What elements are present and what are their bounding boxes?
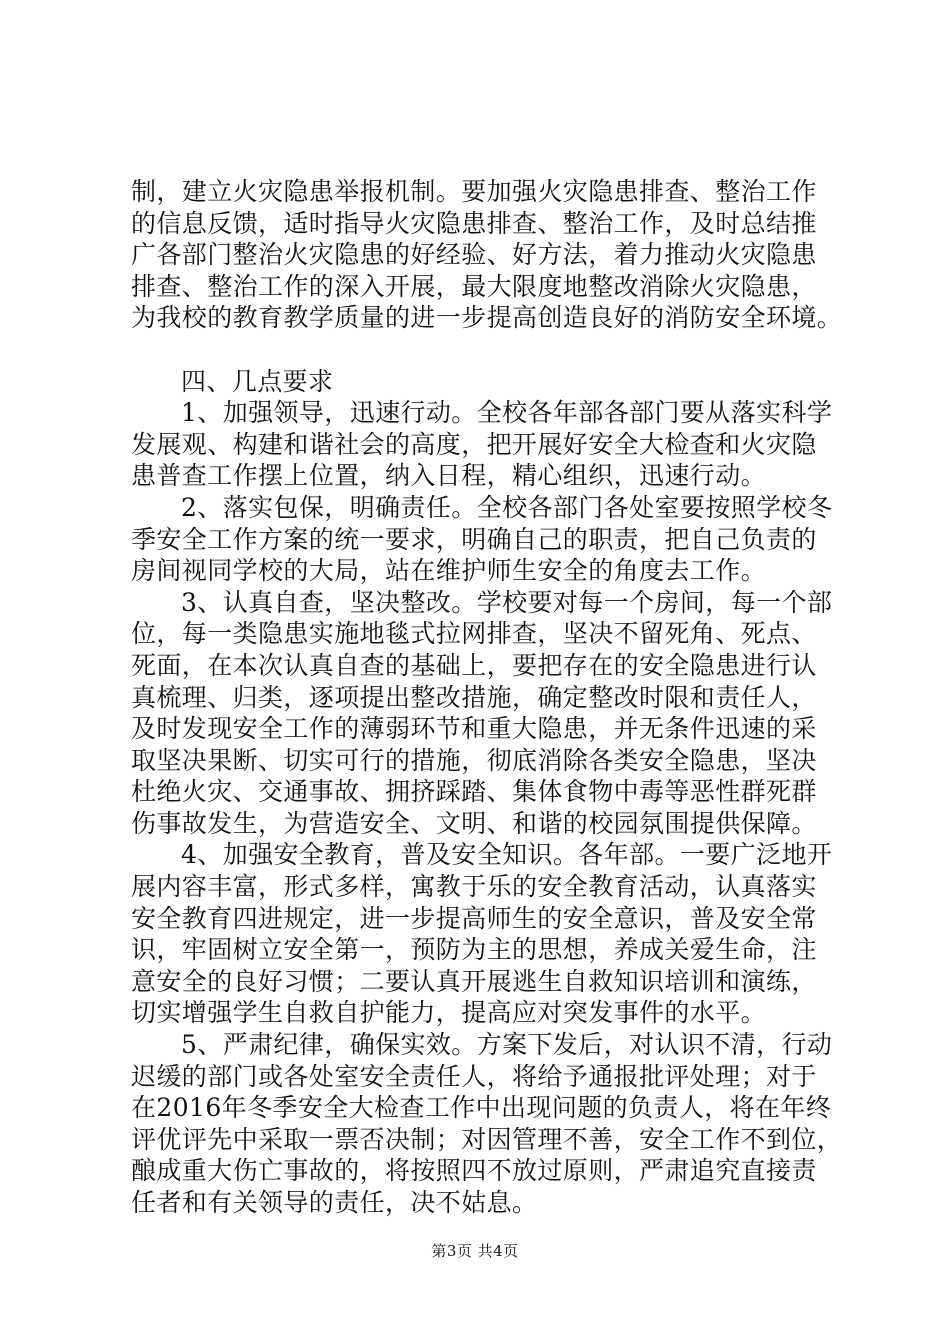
section-heading	[131, 366, 831, 398]
text-line: 患普查工作摆上位置，纳入日程，精心组织，迅速行动。	[131, 461, 767, 491]
text-line: 伤事故发生，为营造安全、文明、和谐的校园氛围提供保障。	[131, 808, 817, 838]
text-line: 2、落实包保，明确责任。全校各部门各处室要按照学校冬	[181, 492, 833, 522]
text-line: 切实增强学生自救自护能力，提高应对突发事件的水平。	[131, 998, 767, 1028]
heading-text: 四、几点要求	[181, 366, 334, 396]
requirement-4-paragraph	[131, 839, 831, 1029]
text-line: 制，建立火灾隐患举报机制。要加强火灾隐患排查、整治工作	[131, 177, 817, 206]
text-line: 3、认真自查，坚决整改。学校要对每一个房间，每一个部	[181, 587, 833, 617]
paragraph-spacer	[131, 334, 831, 366]
text-line: 1、加强领导，迅速行动。全校各年部各部门要从落实科学	[181, 398, 833, 428]
text-line: 在2016年冬季安全大检查工作中出现问题的负责人，将在年终	[131, 1093, 832, 1123]
document-body	[131, 176, 843, 1219]
text-line: 的信息反馈，适时指导火灾隐患排查、整治工作，及时总结推	[131, 208, 817, 238]
text-line: 为我校的教育教学质量的进一步提高创造良好的消防安全环境。	[131, 303, 843, 333]
text-line: 4、加强安全教育，普及安全知识。各年部。一要广泛地开	[181, 840, 833, 870]
text-line: 位，每一类隐患实施地毯式拉网排查，坚决不留死角、死点、	[131, 619, 817, 649]
text-line: 任者和有关领导的责任，决不姑息。	[131, 1188, 538, 1217]
text-line: 发展观、构建和谐社会的高度，把开展好安全大检查和火灾隐	[131, 429, 817, 459]
text-line: 取坚决果断、切实可行的措施，彻底消除各类安全隐患，坚决	[131, 745, 817, 775]
text-line: 展内容丰富，形式多样，寓教于乐的安全教育活动，认真落实	[131, 872, 817, 902]
text-line: 真梳理、归类，逐项提出整改措施，确定整改时限和责任人，	[131, 682, 817, 712]
page-number-footer: 第3页 共4页	[431, 1242, 519, 1260]
text-line: 死面，在本次认真自查的基础上，要把存在的安全隐患进行认	[131, 650, 817, 680]
text-line: 排查、整治工作的深入开展，最大限度地整改消除火灾隐患，	[131, 271, 817, 301]
text-line: 酿成重大伤亡事故的，将按照四不放过原则，严肃追究直接责	[131, 1156, 817, 1186]
text-line: 评优评先中采取一票否决制；对因管理不善，安全工作不到位，	[131, 1124, 843, 1154]
text-line: 杜绝火灾、交通事故、拥挤踩踏、集体食物中毒等恶性群死群	[131, 777, 817, 807]
text-line: 及时发现安全工作的薄弱环节和重大隐患，并无条件迅速的采	[131, 714, 817, 744]
text-line: 季安全工作方案的统一要求，明确自己的职责，把自己负责的	[131, 524, 817, 554]
requirement-2-paragraph	[131, 492, 831, 587]
intro-paragraph	[131, 176, 843, 334]
text-line: 广各部门整治火灾隐患的好经验、好方法，着力推动火灾隐患	[131, 240, 817, 270]
text-line: 安全教育四进规定，进一步提高师生的安全意识，普及安全常	[131, 903, 817, 933]
requirement-1-paragraph	[131, 397, 831, 492]
requirement-5-paragraph	[131, 1029, 843, 1219]
text-line: 识，牢固树立安全第一，预防为主的思想，养成关爱生命，注	[131, 935, 817, 965]
text-line: 5、严肃纪律，确保实效。方案下发后，对认识不清，行动	[181, 1030, 833, 1060]
requirement-3-paragraph	[131, 587, 831, 840]
text-line: 意安全的良好习惯；二要认真开展逃生自救知识培训和演练，	[131, 966, 817, 996]
text-line: 房间视同学校的大局，站在维护师生安全的角度去工作。	[131, 556, 767, 586]
text-line: 迟缓的部门或各处室安全责任人，将给予通报批评处理；对于	[131, 1061, 817, 1091]
